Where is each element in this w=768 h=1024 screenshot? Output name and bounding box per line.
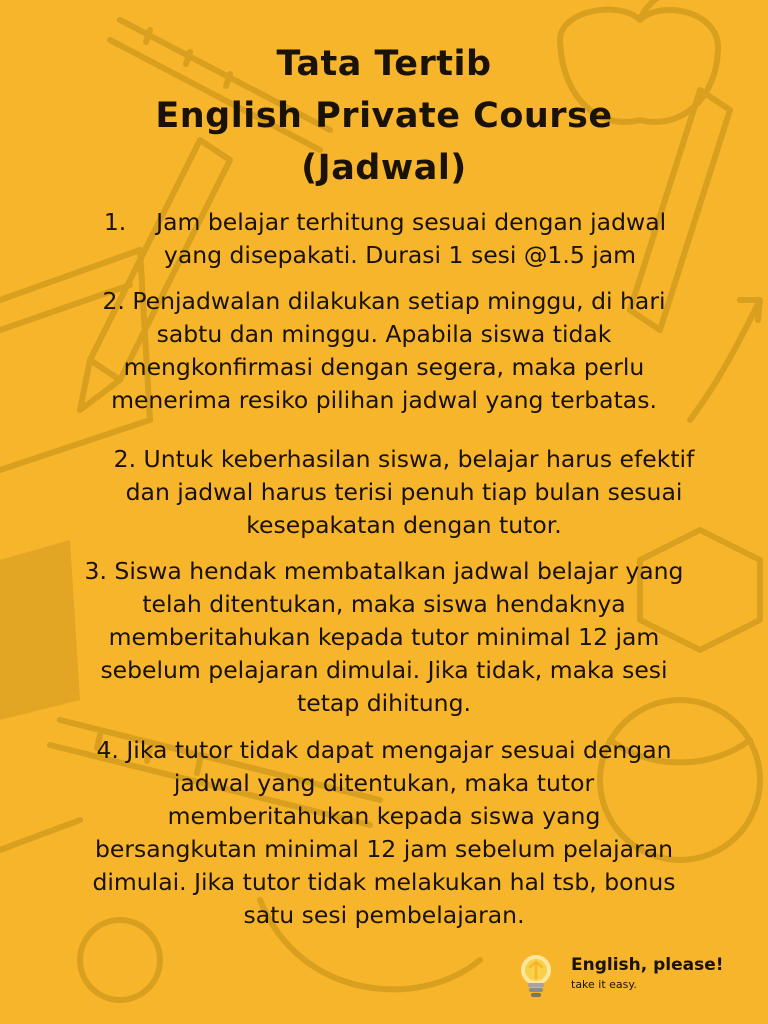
brand-tagline: take it easy. [571, 978, 637, 991]
rule-line: sebelum pelajaran dimulai. Jika tidak, maka sesi [100, 656, 668, 684]
rule-line: sabtu dan minggu. Apabila siswa tidak [156, 320, 612, 348]
title-line-3: (Jadwal) [301, 148, 467, 188]
rule-line: 2. Penjadwalan dilakukan setiap minggu, di hari [102, 287, 666, 315]
rule-line: telah ditentukan, maka siswa hendaknya [142, 590, 626, 618]
title-line-1: Tata Tertib [276, 44, 492, 84]
rule-line: kesepakatan dengan tutor. [246, 511, 562, 539]
rule-4 [10, 734, 758, 932]
rule-line: 4. Jika tutor tidak dapat mengajar sesuai dengan [96, 736, 672, 764]
rule-line: bersangkutan minimal 12 jam sebelum pelajaran [94, 835, 674, 863]
rule-line: memberitahukan kepada tutor minimal 12 jam [108, 623, 660, 651]
rule-line: dimulai. Jika tutor tidak melakukan hal tsb, bonus [92, 868, 676, 896]
rule-2b [40, 443, 768, 542]
rule-3 [10, 555, 758, 720]
rule-line: dan jadwal harus terisi penuh tiap bulan sesuai [125, 478, 683, 506]
rule-line: jadwal yang ditentukan, maka tutor [173, 769, 595, 797]
rule-line: satu sesi pembelajaran. [243, 901, 525, 929]
rule-2a [20, 285, 748, 417]
brand-logo [514, 950, 734, 1000]
lightbulb-icon [514, 950, 558, 1000]
title-line-2: English Private Course [155, 96, 613, 136]
rule-line: 2. Untuk keberhasilan siswa, belajar harus efektif [113, 445, 695, 473]
rule-line: menerima resiko pilihan jadwal yang terbatas. [111, 386, 657, 414]
rule-line: memberitahukan kepada siswa yang [167, 802, 601, 830]
rule-line: yang disepakati. Durasi 1 sesi @1.5 jam [163, 241, 637, 269]
rule-1 [40, 206, 730, 272]
brand-name: English, please! [571, 955, 724, 975]
rule-line: tetap dihitung. [297, 689, 471, 717]
rule-line: 3. Siswa hendak membatalkan jadwal belajar yang [84, 557, 684, 585]
rule-line: 1. Jam belajar terhitung sesuai dengan jadwal [103, 208, 667, 236]
rule-line: mengkonfirmasi dengan segera, maka perlu [123, 353, 645, 381]
